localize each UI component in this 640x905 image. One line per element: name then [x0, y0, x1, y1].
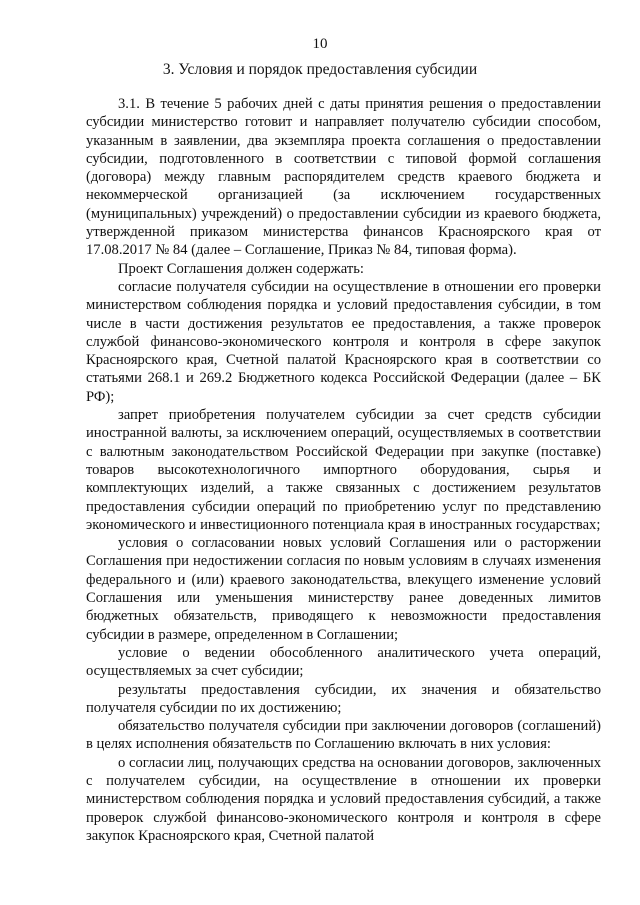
paragraph-separate-accounting: условие о ведении обособленного аналитического учета операций, осуществляемых за счет субсидии;	[86, 644, 601, 680]
document-body	[86, 95, 601, 845]
paragraph-currency-ban: запрет приобретения получателем субсидии за счет средств субсидии иностранной валюты, за исключением операций, осуществляемых в соответствии с валютным законодательством Российской Федерации при закупке (поставке) товаров высокотехнологичного импортного оборудования, сырья и комплектующих изделий, а также связанных с достижением результатов предоставления субсидии операций по приобретению услуг по представлению экономического и инвестиционного потенциала края в иностранных государствах;	[86, 407, 601, 533]
paragraph-new-conditions: условия о согласовании новых условий Соглашения или о расторжении Соглашения при недостижении согласия по новым условиям в случаях изменения федерального и (или) краевого законодательства, влекущего изменение условий Соглашения или уменьшения министерству ранее доведенных лимитов бюджетных обязательств, приводящего к невозможности предоставления субсидии в размере, определенном в Соглашении;	[86, 535, 601, 643]
page-number: 10	[312, 36, 328, 52]
paragraph-persons-consent: о согласии лиц, получающих средства на основании договоров, заключенных с получателем субсидии, на осуществление в отношении их проверки министерством соблюдения порядка и условий предоставления субсидий, а также проверок службой финансово-экономического контроля и контроля в сфере закупок Красноярского края, Счетной палатой	[86, 754, 601, 844]
paragraph-results: результаты предоставления субсидии, их значения и обязательство получателя субсидии по их достижению;	[86, 681, 601, 716]
paragraph-contents-intro: Проект Соглашения должен содержать:	[118, 260, 364, 277]
paragraph-consent-inspection: согласие получателя субсидии на осуществление в отношении его проверки министерством соблюдения порядка и условий предоставления субсидии, в том числе в части достижения результатов ее предоставления, а также проверок службой финансово-экономического контроля и контроля в сфере закупок Красноярского края, Счетной палатой Красноярского края в соответствии со статьями 268.1 и 269.2 Бюджетного кодекса Российской Федерации (далее – БК РФ);	[86, 278, 601, 405]
paragraph-3-1: 3.1. В течение 5 рабочих дней с даты принятия решения о предоставлении субсидии министерство готовит и направляет получателю субсидии способом, указанным в заявлении, два экземпляра проекта соглашения о предоставлении субсидии, подготовленного в соответствии с типовой формой соглашения (договора) между главным распорядителем средств краевого бюджета и некоммерческой организацией (за исключением государственных (муниципальных) учреждений) о предоставлении субсидии из краевого бюджета, утвержденной приказом министерства финансов Красноярского края от 17.08.2017 № 84 (далее – Соглашение, Приказ № 84, типовая форма).	[86, 96, 601, 259]
paragraph-contract-obligation: обязательство получателя субсидии при заключении договоров (соглашений) в целях исполнения обязательств по Соглашению включать в них условия:	[86, 718, 601, 753]
section-heading: 3. Условия и порядок предоставления субсидии	[162, 61, 478, 78]
